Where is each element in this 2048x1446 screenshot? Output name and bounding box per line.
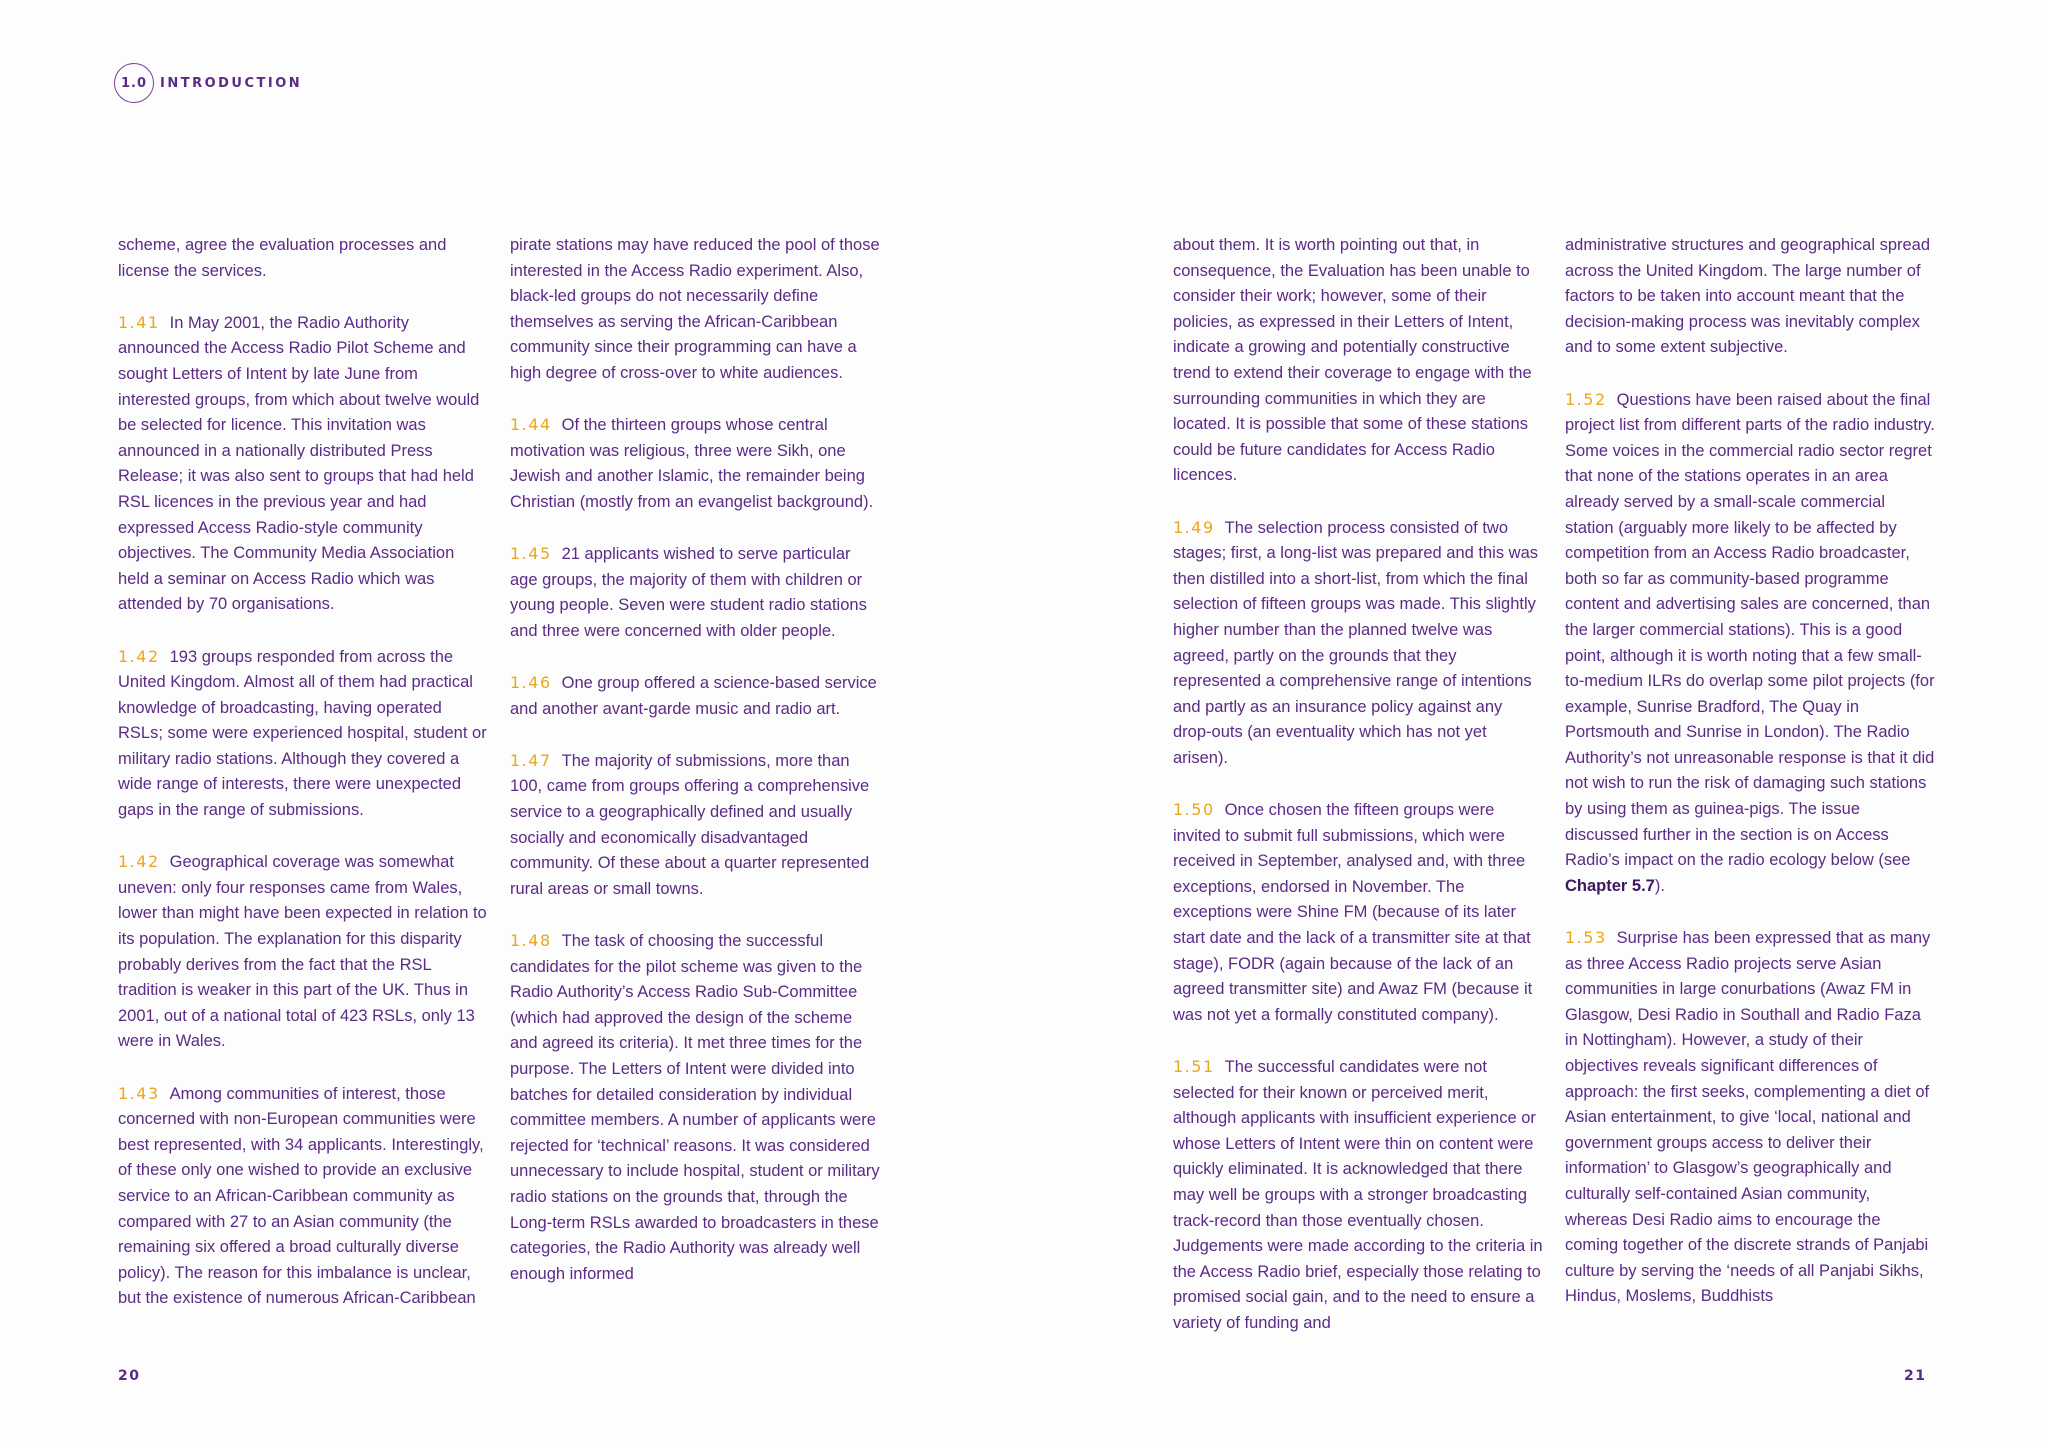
paragraph <box>118 849 490 1055</box>
paragraph-text: Surprise has been expressed that as many as three Access Radio projects serve Asian communities in large conurbations (Awaz FM in Glasgow, Desi Radio in Southall and Radio Faza in Nottingham). However, a study of their objectives reveals significant differences of approach: the first seeks, complementing a diet of Asian entertainment, to give ‘local, national and government groups access to deliver their information’ to Glasgow’s geographically and culturally self-contained Asian community, whereas Desi Radio aims to encourage the coming together of the discrete strands of Panjabi culture by serving the ‘needs of all Panjabi Sikhs, Hindus, Moslems, Buddhists <box>1565 929 1931 1306</box>
paragraph <box>118 1081 490 1312</box>
paragraph-text: 21 applicants wished to serve particular age groups, the majority of them with children or young people. Seven were student radio stations and three were concerned with older people. <box>510 545 867 640</box>
paragraph <box>1173 797 1545 1028</box>
text-column-3 <box>1173 233 1545 1362</box>
paragraph-number: 1.49 <box>1173 517 1215 537</box>
paragraph-text: In May 2001, the Radio Authority announced the Access Radio Pilot Scheme and sought Letters of Intent by late June from interested groups, from which about twelve would be selected for licence. This invitation was announced in a nationally distributed Press Release; it was also sent to groups that had held RSL licences in the previous year and had expressed Access Radio-style community objectives. The Community Media Association held a seminar on Access Radio which was attended by 70 organisations. <box>118 313 480 614</box>
paragraph <box>1565 233 1937 361</box>
paragraph <box>118 233 490 284</box>
paragraph-text: The majority of submissions, more than 100, came from groups offering a comprehensive service to a geographically defined and usually socially and economically disadvantaged community. Of these about a quarter represented rural areas or small towns. <box>510 751 870 898</box>
paragraph-text: Questions have been raised about the final project list from different parts of the radio industry. Some voices in the commercial radio sector regret that none of the stations operates in an area already served by a small-scale commercial station (arguably more likely to be affected by competition from an Access Radio broadcaster, both so far as community-based programme content and advertising sales are concerned, than the larger commercial stations). This is a good point, although it is worth noting that a few small-to-medium ILRs do overlap some pilot projects (for example, Sunrise Bradford, The Quay in Portsmouth and Sunrise in London). The Radio Authority’s not unreasonable response is that it did not wish to run the risk of damaging such stations by using them as guinea-pigs. The issue discussed further in the section is on Access Radio’s impact on the radio ecology below (see <box>1565 390 1935 870</box>
paragraph-number: 1.43 <box>118 1083 160 1103</box>
paragraph-number: 1.51 <box>1173 1057 1215 1076</box>
paragraph-number: 1.46 <box>510 673 552 693</box>
text-column-2 <box>510 233 882 1313</box>
paragraph <box>1565 387 1937 900</box>
paragraph <box>1173 233 1545 489</box>
paragraph-text: scheme, agree the evaluation processes and license the services. <box>118 236 447 280</box>
paragraph <box>510 928 882 1287</box>
paragraph-text: Once chosen the fifteen groups were invited to submit full submissions, which were received in September, analysed and, with three exceptions, endorsed in November. The exceptions were Shine FM (because of its later start date and the lack of a transmitter site at that stage), FODR (again because of the lack of an agreed transmitter site) and Awaz FM (because it was not yet a formally constituted company). <box>1173 801 1533 1024</box>
paragraph <box>118 644 490 824</box>
paragraph-text: Geographical coverage was somewhat uneven: only four responses came from Wales, lower than might have been expected in relation to its population. The explanation for this disparity probably derives from the fact that the RSL tradition is weaker in this part of the UK. Thus in 2001, out of a national total of 423 RSLs, only 13 were in Wales. <box>118 853 487 1051</box>
paragraph <box>510 412 882 515</box>
paragraph-text: The successful candidates were not selected for their known or perceived merit, although applicants with insufficient experience or whose Letters of Intent were thin on content were quickly eliminated. It is acknowledged that there may well be groups with a stronger broadcasting track-record than those eventually chosen. Judgements were made according to the criteria in the Access Radio brief, especially those relating to promised social gain, and to the need to ensure a variety of funding and <box>1173 1058 1543 1332</box>
section-number-badge: 1.0 <box>114 63 154 103</box>
paragraph-number: 1.53 <box>1565 928 1607 948</box>
paragraph-text: The task of choosing the successful candidates for the pilot scheme was given to the Radio Authority’s Access Radio Sub-Committee (which had approved the design of the scheme and agreed its criteria). It met three times for the purpose. The Letters of Intent were divided into batches for detailed consideration by individual committee members. A number of applicants were rejected for ‘technical’ reasons. It was considered unnecessary to include hospital, student or military radio stations on the grounds that, through the Long-term RSLs awarded to broadcasters in these categories, the Radio Authority was already well enough informed <box>510 932 880 1283</box>
paragraph <box>1565 925 1937 1310</box>
paragraph-number: 1.47 <box>510 750 552 770</box>
paragraph-number: 1.48 <box>510 931 552 951</box>
page-number-left: 20 <box>118 1368 141 1384</box>
paragraph <box>118 310 490 618</box>
paragraph-number: 1.44 <box>510 415 552 435</box>
chapter-cross-reference: Chapter 5.7 <box>1565 876 1655 895</box>
paragraph-text: Of the thirteen groups whose central motivation was religious, three were Sikh, one Jewish and another Islamic, the remainder being Christian (mostly from an evangelist background). <box>510 416 874 511</box>
paragraph-text-tail: ). <box>1654 876 1665 895</box>
paragraph-number: 1.41 <box>118 312 160 332</box>
paragraph-number: 1.42 <box>118 646 160 666</box>
paragraph-text: One group offered a science-based service and another avant-garde music and radio art. <box>510 674 877 718</box>
text-column-4 <box>1565 233 1937 1336</box>
text-column-1 <box>118 233 490 1338</box>
paragraph-text: Among communities of interest, those concerned with non-European communities were best represented, with 34 applicants. Interestingly, of these only one wished to provide an exclusive service to an African-Caribbean community as compared with 27 to an Asian community (the remaining six offered a broad culturally diverse policy). The reason for this imbalance is unclear, but the existence of numerous African-Caribbean <box>118 1084 484 1308</box>
paragraph-number: 1.45 <box>510 544 552 564</box>
paragraph-number: 1.50 <box>1173 800 1215 820</box>
section-header <box>114 62 302 104</box>
page-number-right: 21 <box>1904 1368 1927 1384</box>
section-title: INTRODUCTION <box>160 75 303 91</box>
paragraph-text: 193 groups responded from across the United Kingdom. Almost all of them had practical knowledge of broadcasting, having operated RSLs; some were experienced hospital, student or military radio stations. Although they covered a wide range of interests, there were unexpected gaps in the range of submissions. <box>118 647 487 820</box>
paragraph <box>510 748 882 903</box>
paragraph <box>1173 1054 1545 1337</box>
paragraph <box>510 670 882 722</box>
paragraph-number: 1.52 <box>1565 389 1607 409</box>
paragraph-text: administrative structures and geographical spread across the United Kingdom. The large number of factors to be taken into account meant that the decision-making process was inevitably complex and to some extent subjective. <box>1565 236 1931 357</box>
paragraph-text: about them. It is worth pointing out that, in consequence, the Evaluation has been unable to consider their work; however, some of their policies, as expressed in their Letters of Intent, indicate a growing and potentially constructive trend to extend their coverage to engage with the surrounding communities in which they are located. It is possible that some of these stations could be future candidates for Access Radio licences. <box>1173 236 1532 485</box>
paragraph-text: The selection process consisted of two stages; first, a long-list was prepared and this was then distilled into a short-list, from which the final selection of fifteen groups was made. This slightly higher number than the planned twelve was agreed, partly on the grounds that they represented a comprehensive range of intentions and partly as an insurance policy against any drop-outs (an eventuality which has not yet arisen). <box>1173 518 1539 767</box>
paragraph-text: pirate stations may have reduced the pool of those interested in the Access Radio experiment. Also, black-led groups do not necessarily define themselves as serving the African-Caribbean community since their programming can have a high degree of cross-over to white audiences. <box>510 236 880 382</box>
paragraph <box>510 541 882 644</box>
paragraph-number: 1.42 <box>118 852 160 872</box>
paragraph <box>1173 515 1545 772</box>
paragraph <box>510 233 882 387</box>
